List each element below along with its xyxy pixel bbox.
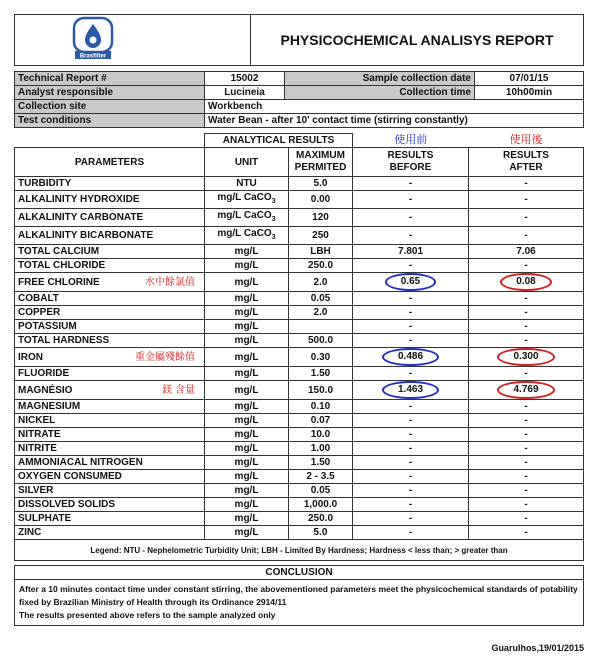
table-row bbox=[15, 209, 584, 227]
test-conditions-value: Water Bean - after 10' contact time (stirring constantly) bbox=[205, 114, 584, 128]
before-cell: - bbox=[353, 334, 469, 348]
table-row bbox=[15, 526, 584, 540]
param-name: NITRITE bbox=[18, 443, 57, 454]
collection-site-label: Collection site bbox=[15, 100, 205, 114]
table-row bbox=[15, 227, 584, 245]
sample-date-label: Sample collection date bbox=[285, 72, 475, 86]
param-cell bbox=[15, 191, 205, 209]
param-name: ALKALINITY CARBONATE bbox=[18, 212, 144, 223]
param-cell bbox=[15, 245, 205, 259]
before-cell: - bbox=[353, 442, 469, 456]
param-name: DISSOLVED SOLIDS bbox=[18, 499, 116, 510]
before-cell: - bbox=[353, 470, 469, 484]
max-cell bbox=[289, 320, 353, 334]
before-cell: - bbox=[353, 292, 469, 306]
report-sheet bbox=[14, 14, 584, 626]
after-cell: - bbox=[469, 442, 584, 456]
before-cn-label: 使用前 bbox=[394, 133, 428, 146]
before-cell: - bbox=[353, 484, 469, 498]
param-cell bbox=[15, 526, 205, 540]
before-cell: - bbox=[353, 209, 469, 227]
param-name: ALKALINITY HYDROXIDE bbox=[18, 194, 140, 205]
result-rows bbox=[15, 177, 584, 540]
max-cell: 0.05 bbox=[289, 292, 353, 306]
after-cell: - bbox=[469, 526, 584, 540]
results-table bbox=[14, 133, 584, 561]
before-cell bbox=[353, 348, 469, 367]
before-cell: - bbox=[353, 367, 469, 381]
after-cell: - bbox=[469, 498, 584, 512]
max-cell: 250.0 bbox=[289, 512, 353, 526]
brasfilter-logo-icon bbox=[71, 15, 115, 61]
logo-text: Brasfilter bbox=[79, 53, 107, 60]
param-cell bbox=[15, 484, 205, 498]
before-cell: 7.801 bbox=[353, 245, 469, 259]
table-row bbox=[15, 381, 584, 400]
after-cell: 7.06 bbox=[469, 245, 584, 259]
info-table bbox=[14, 71, 584, 128]
after-cn-label: 使用後 bbox=[509, 133, 543, 146]
table-row bbox=[15, 177, 584, 191]
unit-cell: mg/L bbox=[205, 292, 289, 306]
table-row bbox=[15, 320, 584, 334]
param-cell bbox=[15, 442, 205, 456]
max-cell: 1,000.0 bbox=[289, 498, 353, 512]
sample-date-value: 07/01/15 bbox=[475, 72, 584, 86]
param-name: MAGNÉSIO bbox=[18, 384, 73, 396]
max-cell: 0.05 bbox=[289, 484, 353, 498]
param-cell bbox=[15, 320, 205, 334]
max-cell: 1.50 bbox=[289, 367, 353, 381]
unit-cell: mg/L bbox=[205, 320, 289, 334]
report-title: PHYSICOCHEMICAL ANALISYS REPORT bbox=[251, 15, 584, 66]
place-date: Guarulhos,19/01/2015 bbox=[491, 643, 584, 653]
highlight-oval-blue: 0.65 bbox=[385, 273, 436, 291]
col-max: MAXIMUM PERMITED bbox=[289, 148, 353, 177]
param-name: AMMONIACAL NITROGEN bbox=[18, 457, 143, 468]
unit-cell: mg/L bbox=[205, 442, 289, 456]
max-cell: 1.00 bbox=[289, 442, 353, 456]
max-cell: 500.0 bbox=[289, 334, 353, 348]
max-cell: 2 - 3.5 bbox=[289, 470, 353, 484]
table-row bbox=[15, 259, 584, 273]
table-row bbox=[15, 334, 584, 348]
technical-report-value: 15002 bbox=[205, 72, 285, 86]
before-cell: - bbox=[353, 414, 469, 428]
table-row bbox=[15, 273, 584, 292]
after-cell: - bbox=[469, 400, 584, 414]
param-cell bbox=[15, 292, 205, 306]
table-row bbox=[15, 414, 584, 428]
unit-cell: mg/L bbox=[205, 484, 289, 498]
collection-time-label: Collection time bbox=[285, 86, 475, 100]
param-name: SILVER bbox=[18, 485, 54, 496]
param-cell bbox=[15, 381, 205, 400]
table-row bbox=[15, 348, 584, 367]
unit-cell: mg/L bbox=[205, 259, 289, 273]
legend-text: Legend: NTU - Nephelometric Turbidity Unit; LBH - Limited By Hardness; Hardness < less than; > greater than bbox=[15, 540, 584, 561]
after-cell: - bbox=[469, 227, 584, 245]
param-cell bbox=[15, 227, 205, 245]
table-row bbox=[15, 484, 584, 498]
table-row bbox=[15, 245, 584, 259]
unit-cell: mg/L bbox=[205, 512, 289, 526]
max-cell: 1.50 bbox=[289, 456, 353, 470]
unit-cell: mg/L CaCO$_3$ bbox=[205, 209, 289, 227]
param-cell bbox=[15, 414, 205, 428]
param-cell bbox=[15, 273, 205, 292]
param-cell bbox=[15, 428, 205, 442]
after-cell: - bbox=[469, 292, 584, 306]
after-cell bbox=[469, 348, 584, 367]
max-cell: 0.00 bbox=[289, 191, 353, 209]
before-cell: - bbox=[353, 526, 469, 540]
col-after: RESULTS AFTER bbox=[469, 148, 584, 177]
unit-cell: mg/L CaCO$_3$ bbox=[205, 191, 289, 209]
after-cell: - bbox=[469, 470, 584, 484]
unit-cell: mg/L bbox=[205, 381, 289, 400]
table-row bbox=[15, 498, 584, 512]
test-conditions-label: Test conditions bbox=[15, 114, 205, 128]
unit-cell: mg/L bbox=[205, 245, 289, 259]
max-cell: 10.0 bbox=[289, 428, 353, 442]
table-row bbox=[15, 442, 584, 456]
after-cell: - bbox=[469, 191, 584, 209]
highlight-oval-red: 4.769 bbox=[497, 381, 554, 399]
analyst-label: Analyst responsible bbox=[15, 86, 205, 100]
highlight-oval-red: 0.08 bbox=[500, 273, 551, 291]
before-cell: - bbox=[353, 177, 469, 191]
before-cell bbox=[353, 381, 469, 400]
unit-cell: mg/L bbox=[205, 526, 289, 540]
unit-cell: NTU bbox=[205, 177, 289, 191]
col-before: RESULTS BEFORE bbox=[353, 148, 469, 177]
before-cell bbox=[353, 273, 469, 292]
collection-site-value: Workbench bbox=[205, 100, 584, 114]
unit-cell: mg/L bbox=[205, 334, 289, 348]
param-name: TURBIDITY bbox=[18, 178, 72, 189]
max-cell: 250 bbox=[289, 227, 353, 245]
table-row bbox=[15, 512, 584, 526]
param-name: SULPHATE bbox=[18, 513, 72, 524]
after-cell: - bbox=[469, 367, 584, 381]
max-cell: LBH bbox=[289, 245, 353, 259]
after-cell: - bbox=[469, 306, 584, 320]
after-cell: - bbox=[469, 414, 584, 428]
max-cell: 250.0 bbox=[289, 259, 353, 273]
before-cell: - bbox=[353, 512, 469, 526]
param-cell bbox=[15, 470, 205, 484]
analytical-results-title: ANALYTICAL RESULTS bbox=[205, 134, 353, 148]
before-cell: - bbox=[353, 191, 469, 209]
max-cell: 150.0 bbox=[289, 381, 353, 400]
max-cell: 2.0 bbox=[289, 306, 353, 320]
param-name: NICKEL bbox=[18, 415, 56, 426]
analyst-value: Lucineia bbox=[205, 86, 285, 100]
param-name: MAGNESIUM bbox=[18, 401, 81, 412]
param-name: TOTAL CALCIUM bbox=[18, 246, 100, 257]
conclusion-text: After a 10 minutes contact time under constant stirring, the abovementioned parameters meet the physicochemical standards of potability fixed by Brazilian Ministry of Health through its Ordinance 2914/11 bbox=[19, 584, 578, 607]
unit-cell: mg/L bbox=[205, 348, 289, 367]
col-parameters: PARAMETERS bbox=[15, 148, 205, 177]
param-cell bbox=[15, 259, 205, 273]
param-cell bbox=[15, 512, 205, 526]
table-row bbox=[15, 470, 584, 484]
param-cell bbox=[15, 498, 205, 512]
unit-cell: mg/L bbox=[205, 428, 289, 442]
conclusion-body bbox=[15, 580, 584, 626]
unit-cell: mg/L bbox=[205, 414, 289, 428]
max-cell: 5.0 bbox=[289, 177, 353, 191]
conclusion-note: The results presented above refers to the sample analyzed only bbox=[19, 610, 276, 620]
max-cell: 0.07 bbox=[289, 414, 353, 428]
after-cell: - bbox=[469, 320, 584, 334]
param-name: FREE CHLORINE bbox=[18, 276, 100, 288]
param-name: FLUORIDE bbox=[18, 368, 70, 379]
param-note-cn: 鎂 含量 bbox=[162, 384, 195, 396]
after-cell: - bbox=[469, 484, 584, 498]
param-name: COBALT bbox=[18, 293, 59, 304]
unit-cell: mg/L bbox=[205, 273, 289, 292]
after-cell: - bbox=[469, 428, 584, 442]
max-cell: 5.0 bbox=[289, 526, 353, 540]
param-name: ALKALINITY BICARBONATE bbox=[18, 230, 154, 241]
after-cell: - bbox=[469, 259, 584, 273]
after-cell: - bbox=[469, 334, 584, 348]
table-row bbox=[15, 292, 584, 306]
param-name: TOTAL CHLORIDE bbox=[18, 260, 106, 271]
before-cell: - bbox=[353, 259, 469, 273]
highlight-oval-blue: 1.463 bbox=[382, 381, 439, 399]
after-cell: - bbox=[469, 512, 584, 526]
before-cell: - bbox=[353, 227, 469, 245]
unit-cell: mg/L bbox=[205, 456, 289, 470]
param-cell bbox=[15, 209, 205, 227]
param-cell bbox=[15, 367, 205, 381]
param-note-cn: 水中餘氯值 bbox=[145, 276, 195, 288]
highlight-oval-red: 0.300 bbox=[497, 348, 554, 366]
logo-cell bbox=[15, 15, 251, 66]
highlight-oval-blue: 0.486 bbox=[382, 348, 439, 366]
unit-cell: mg/L bbox=[205, 498, 289, 512]
param-name: POTASSIUM bbox=[18, 321, 77, 332]
max-cell: 0.30 bbox=[289, 348, 353, 367]
param-note-cn: 重金屬殘餘值 bbox=[135, 351, 195, 363]
unit-cell: mg/L CaCO$_3$ bbox=[205, 227, 289, 245]
param-cell bbox=[15, 348, 205, 367]
unit-cell: mg/L bbox=[205, 400, 289, 414]
max-cell: 2.0 bbox=[289, 273, 353, 292]
conclusion-table bbox=[14, 565, 584, 626]
table-row bbox=[15, 367, 584, 381]
table-row bbox=[15, 306, 584, 320]
max-cell: 0.10 bbox=[289, 400, 353, 414]
technical-report-label: Technical Report # bbox=[15, 72, 205, 86]
unit-cell: mg/L bbox=[205, 367, 289, 381]
table-row bbox=[15, 428, 584, 442]
col-unit: UNIT bbox=[205, 148, 289, 177]
before-cell: - bbox=[353, 320, 469, 334]
table-row bbox=[15, 456, 584, 470]
param-cell bbox=[15, 334, 205, 348]
collection-time-value: 10h00min bbox=[475, 86, 584, 100]
param-name: OXYGEN CONSUMED bbox=[18, 471, 122, 482]
table-row bbox=[15, 191, 584, 209]
param-cell bbox=[15, 306, 205, 320]
before-cell: - bbox=[353, 306, 469, 320]
table-row bbox=[15, 400, 584, 414]
after-cell: - bbox=[469, 456, 584, 470]
after-cell bbox=[469, 381, 584, 400]
before-cell: - bbox=[353, 428, 469, 442]
param-cell bbox=[15, 177, 205, 191]
param-cell bbox=[15, 400, 205, 414]
max-cell: 120 bbox=[289, 209, 353, 227]
param-cell bbox=[15, 456, 205, 470]
after-cell bbox=[469, 273, 584, 292]
param-name: TOTAL HARDNESS bbox=[18, 335, 110, 346]
param-name: COPPER bbox=[18, 307, 61, 318]
header-table bbox=[14, 14, 584, 66]
param-name: IRON bbox=[18, 351, 43, 363]
before-cell: - bbox=[353, 498, 469, 512]
param-name: NITRATE bbox=[18, 429, 61, 440]
after-cell: - bbox=[469, 177, 584, 191]
after-cell: - bbox=[469, 209, 584, 227]
unit-cell: mg/L bbox=[205, 306, 289, 320]
conclusion-title: CONCLUSION bbox=[15, 566, 584, 580]
param-name: ZINC bbox=[18, 527, 42, 538]
before-cell: - bbox=[353, 456, 469, 470]
before-cell: - bbox=[353, 400, 469, 414]
unit-cell: mg/L bbox=[205, 470, 289, 484]
